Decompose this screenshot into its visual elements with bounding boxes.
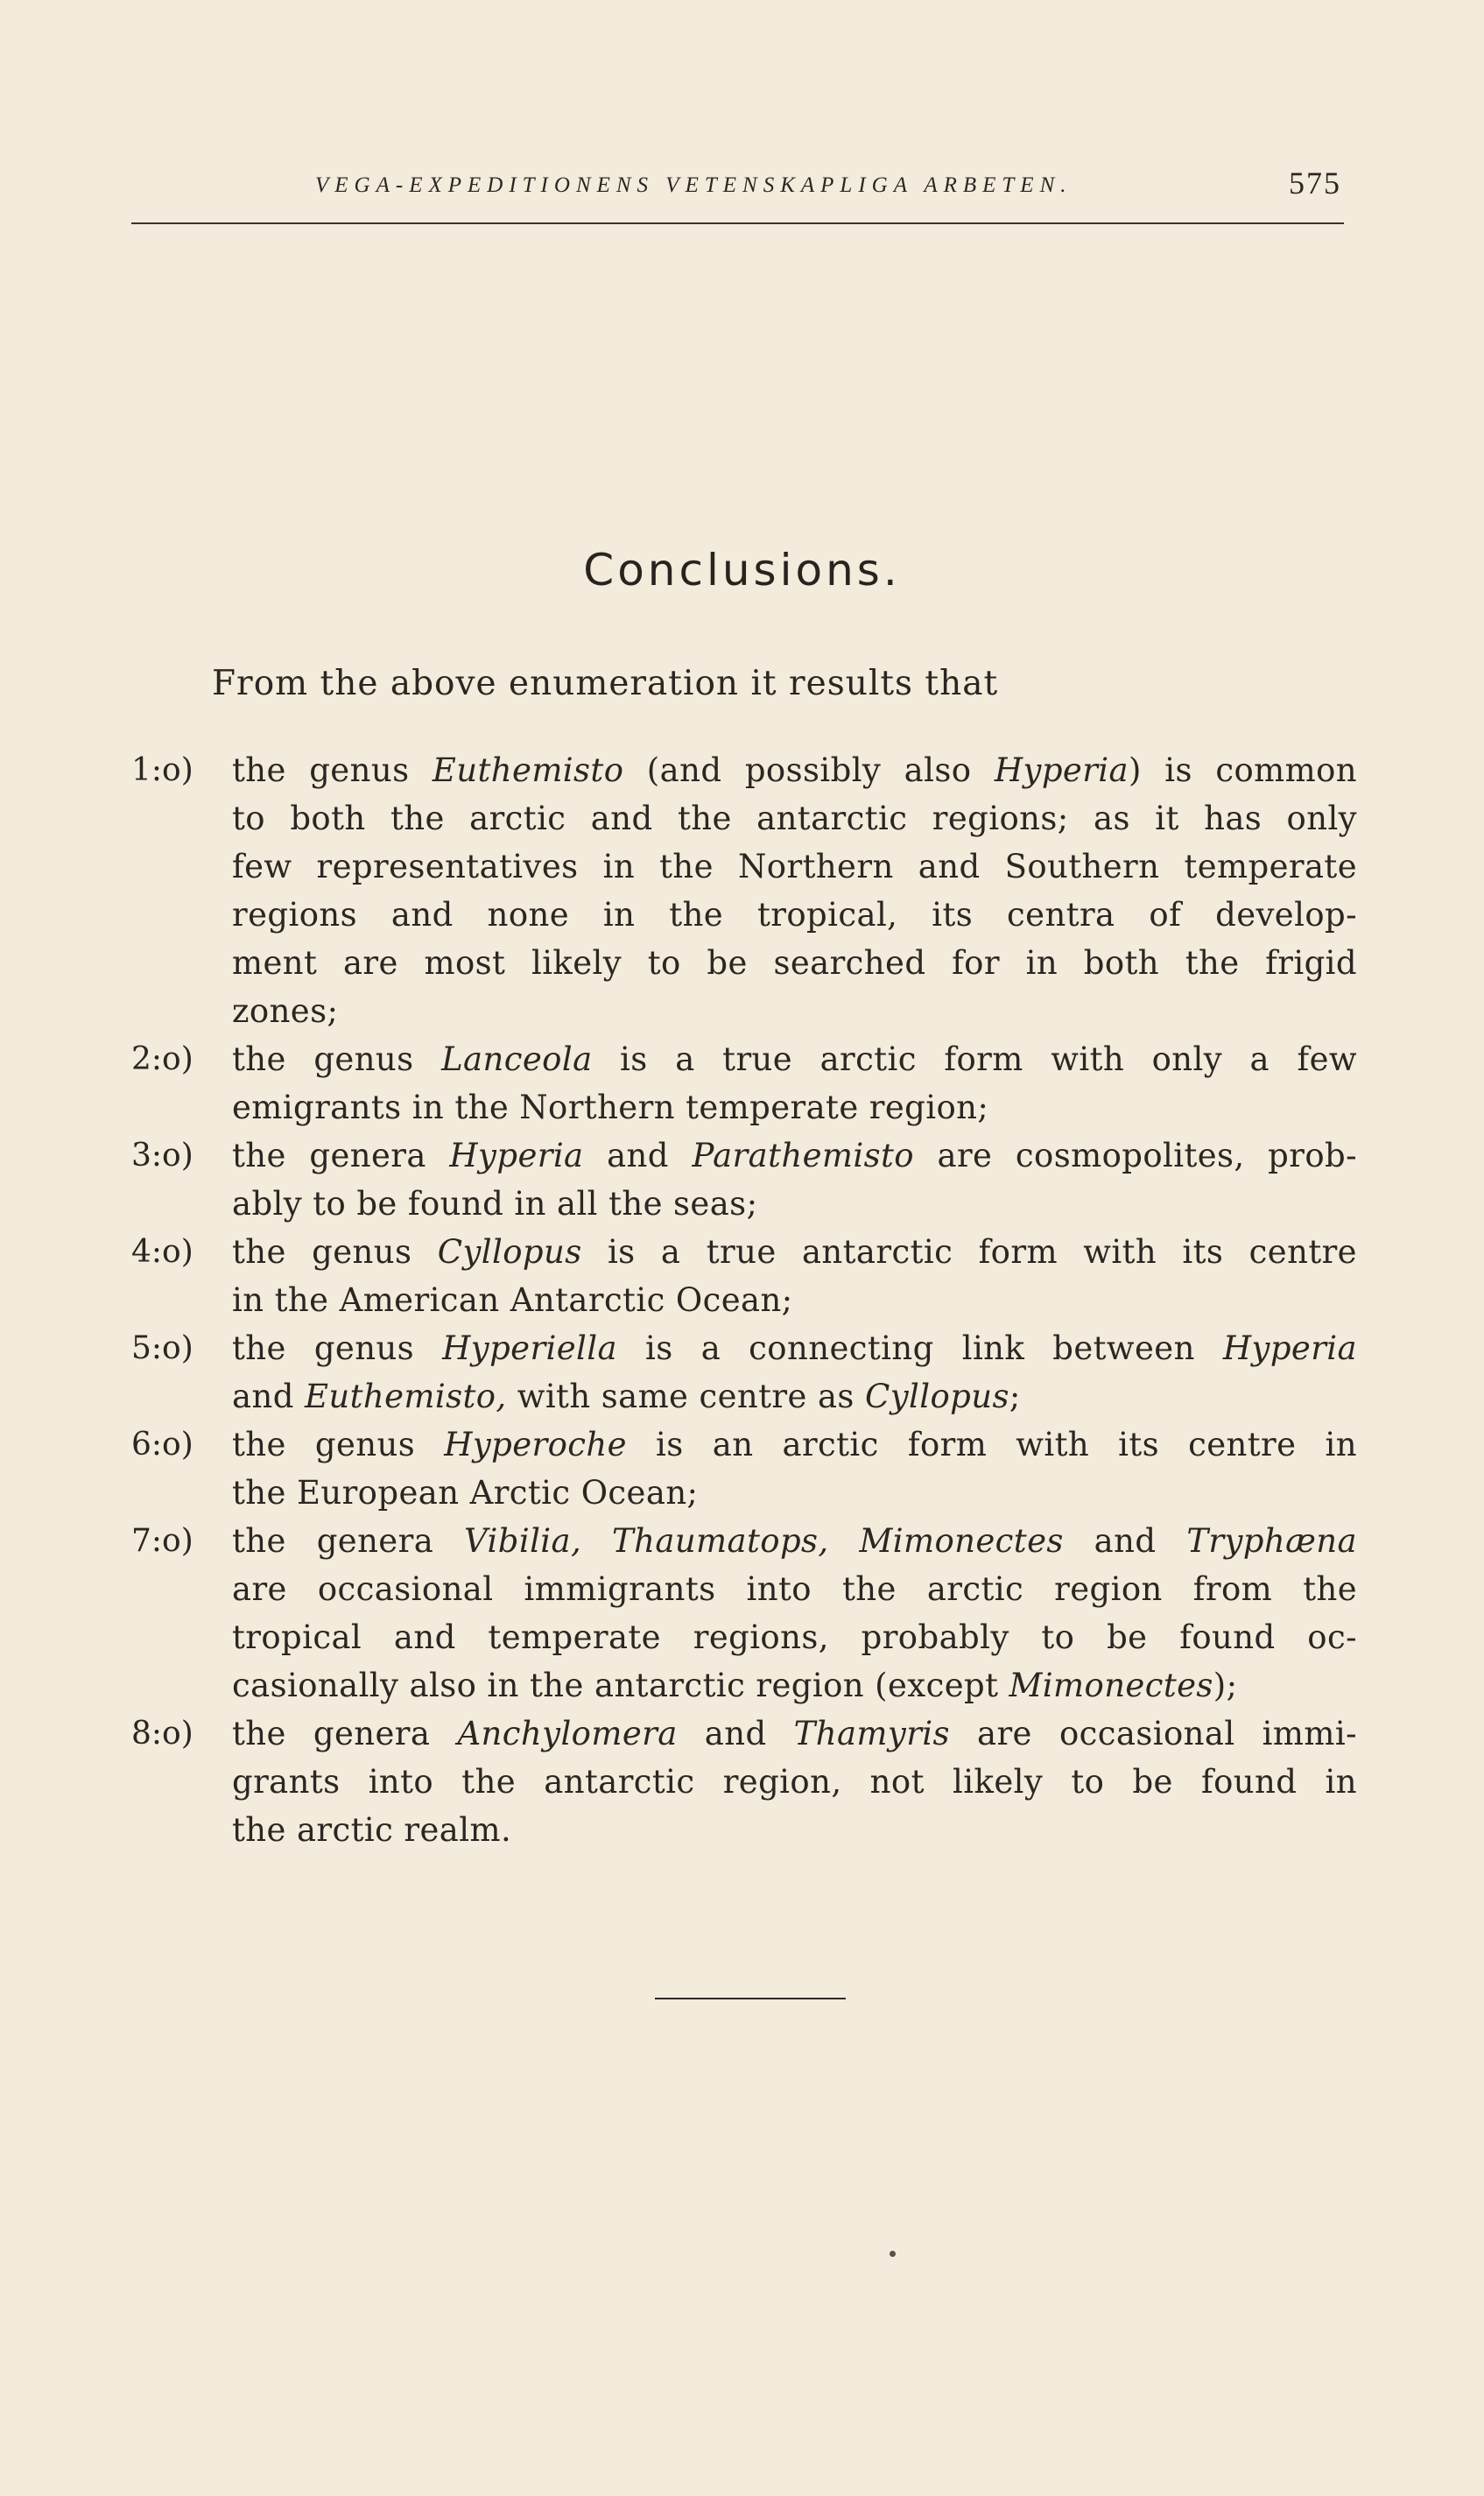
header-rule — [131, 222, 1344, 224]
conclusion-number: 2:o) — [131, 1041, 193, 1077]
conclusion-line: the genus Hyperiella is a connecting link between Hyperia — [232, 1329, 1357, 1367]
conclusion-line: the arctic realm. — [232, 1811, 512, 1849]
conclusion-line: in the American Antarctic Ocean; — [232, 1281, 793, 1319]
genus-name: Euthemisto — [432, 751, 624, 789]
page-number: 575 — [1289, 166, 1341, 201]
conclusion-line: ably to be found in all the seas; — [232, 1185, 758, 1223]
conclusion-line: zones; — [232, 992, 339, 1030]
conclusion-item — [131, 1517, 1357, 1710]
genus-name: Hyperia — [994, 751, 1129, 789]
genus-name: Hyperia — [1222, 1329, 1357, 1367]
genus-name: Vibilia, Thaumatops, Mimonectes — [464, 1522, 1064, 1560]
conclusion-line: the genus Lanceola is a true arctic form with only a few — [232, 1040, 1357, 1078]
conclusion-number: 7:o) — [131, 1523, 193, 1559]
intro-paragraph: From the above enumeration it results that — [212, 664, 999, 703]
conclusion-item — [131, 1710, 1357, 1854]
conclusion-line: the genera Vibilia, Thaumatops, Mimonectes and Tryphæna — [232, 1522, 1357, 1560]
genus-name: Cyllopus — [864, 1378, 1009, 1415]
conclusion-line: the genus Hyperoche is an arctic form with its centre in — [232, 1426, 1357, 1463]
genus-name: Parathemisto — [692, 1137, 914, 1174]
conclusion-number: 3:o) — [131, 1138, 193, 1174]
conclusion-line: the genera Hyperia and Parathemisto are cosmopolites, prob- — [232, 1137, 1357, 1174]
genus-name: Lanceola — [441, 1040, 593, 1078]
conclusion-line: tropical and temperate regions, probably to be found oc- — [232, 1618, 1357, 1656]
conclusion-number: 5:o) — [131, 1330, 193, 1366]
paper-speck — [890, 2251, 896, 2257]
genus-name: Hyperiella — [442, 1329, 617, 1367]
conclusion-line: ment are most likely to be searched for in both the frigid — [232, 944, 1357, 982]
genus-name: Hyperia — [449, 1137, 584, 1174]
conclusion-line: are occasional immigrants into the arctic region from the — [232, 1570, 1357, 1608]
conclusion-number: 8:o) — [131, 1716, 193, 1752]
conclusion-line: the European Arctic Ocean; — [232, 1474, 699, 1512]
genus-name: Mimonectes — [1009, 1667, 1213, 1704]
conclusion-line: the genus Cyllopus is a true antarctic form with its centre — [232, 1233, 1357, 1271]
conclusion-line: casionally also in the antarctic region (except Mimonectes); — [232, 1667, 1238, 1704]
genus-name: Thamyris — [793, 1715, 950, 1752]
conclusion-number: 4:o) — [131, 1234, 193, 1270]
conclusion-item — [131, 1132, 1357, 1228]
running-head — [131, 165, 1344, 217]
end-rule — [655, 1998, 846, 1999]
conclusion-number: 6:o) — [131, 1427, 193, 1463]
conclusion-line: grants into the antarctic region, not likely to be found in — [232, 1763, 1357, 1801]
conclusion-line: the genus Euthemisto (and possibly also Hyperia) is common — [232, 751, 1357, 789]
conclusion-item — [131, 1324, 1357, 1421]
genus-name: Euthemisto, — [304, 1378, 507, 1415]
section-heading: Conclusions. — [583, 545, 901, 596]
genus-name: Anchylomera — [457, 1715, 678, 1752]
conclusion-item — [131, 1228, 1357, 1324]
conclusion-line: to both the arctic and the antarctic regions; as it has only — [232, 800, 1357, 837]
conclusion-line: and Euthemisto, with same centre as Cyllopus; — [232, 1378, 1021, 1415]
conclusion-number: 1:o) — [131, 752, 193, 788]
running-title: VEGA-EXPEDITIONENS VETENSKAPLIGA ARBETEN. — [315, 173, 1073, 197]
conclusion-item — [131, 1035, 1357, 1132]
conclusion-line: few representatives in the Northern and Southern temperate — [232, 848, 1357, 885]
conclusions-list — [131, 746, 1357, 1854]
genus-name: Hyperoche — [444, 1426, 627, 1463]
conclusion-line: the genera Anchylomera and Thamyris are occasional immi- — [232, 1715, 1357, 1752]
conclusion-item — [131, 746, 1357, 1035]
conclusion-line: regions and none in the tropical, its centra of develop- — [232, 896, 1357, 934]
conclusion-item — [131, 1421, 1357, 1517]
genus-name: Cyllopus — [437, 1233, 582, 1271]
conclusion-line: emigrants in the Northern temperate region; — [232, 1089, 989, 1126]
genus-name: Tryphæna — [1186, 1522, 1357, 1560]
